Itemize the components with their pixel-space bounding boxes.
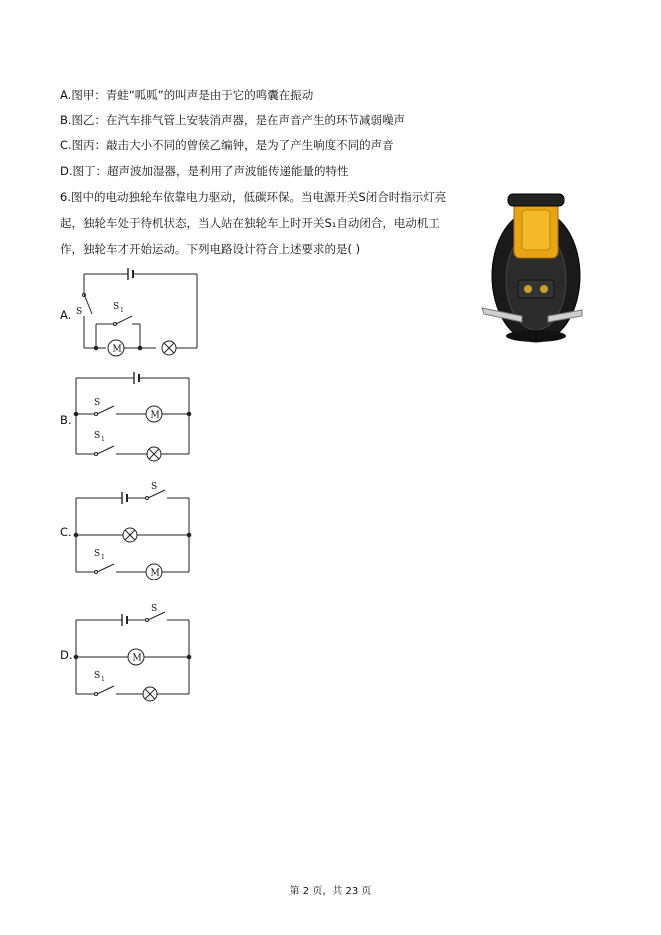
q5-option-b: B.图乙：在汽车排气管上安装消声器，是在声音产生的环节减弱噪声: [60, 113, 406, 127]
switch-s1-subscript: 1: [120, 307, 124, 314]
switch-s1-subscript: 1: [101, 676, 105, 683]
motor-m-label: M: [150, 410, 160, 421]
switch-s1-label: S: [94, 549, 101, 559]
switch-s-label: S: [151, 482, 158, 492]
switch-s-label: S: [151, 604, 158, 614]
q6-option-c-label: C.: [60, 525, 72, 539]
page-footer: 第 2 页，共 23 页: [289, 886, 372, 897]
switch-s1-label: S: [94, 431, 101, 441]
q5-option-a: A.图甲：青蛙“呱呱”的叫声是由于它的鸣囊在振动: [60, 88, 314, 102]
q6-stem-line-3: 作，独轮车才开始运动。下列电路设计符合上述要求的是( ): [60, 242, 361, 256]
switch-s1-subscript: 1: [101, 554, 105, 561]
q6-option-a-label: A.: [60, 308, 72, 322]
q5-option-c: C.图丙：敲击大小不同的曾侯乙编钟，是为了产生响度不同的声音: [60, 138, 394, 152]
circuit-diagram-c: [72, 480, 194, 580]
switch-s1-label: S: [113, 302, 120, 312]
circuit-diagram-b: [72, 372, 194, 466]
circuit-diagram-a: [76, 268, 202, 358]
motor-m-label: M: [132, 653, 142, 664]
switch-s1-subscript: 1: [101, 436, 105, 443]
q6-option-b-label: B.: [60, 413, 72, 427]
switch-s-label: S: [76, 307, 83, 317]
motor-m-label: M: [150, 568, 160, 579]
electric-unicycle-image: [478, 188, 588, 348]
q5-option-d: D.图丁：超声波加湿器，是利用了声波能传递能量的特性: [60, 164, 349, 178]
switch-s-label: S: [94, 398, 101, 408]
switch-s1-label: S: [94, 671, 101, 681]
q6-stem-line-2: 起，独轮车处于待机状态，当人站在独轮车上时开关S₁自动闭合，电动机工: [60, 216, 440, 230]
q6-option-d-label: D.: [60, 648, 73, 662]
motor-m-label: M: [112, 344, 122, 355]
q6-stem-line-1: 6.图中的电动独轮车依靠电力驱动，低碳环保。当电源开关S闭合时指示灯亮: [60, 190, 447, 204]
circuit-diagram-d: [72, 602, 194, 702]
